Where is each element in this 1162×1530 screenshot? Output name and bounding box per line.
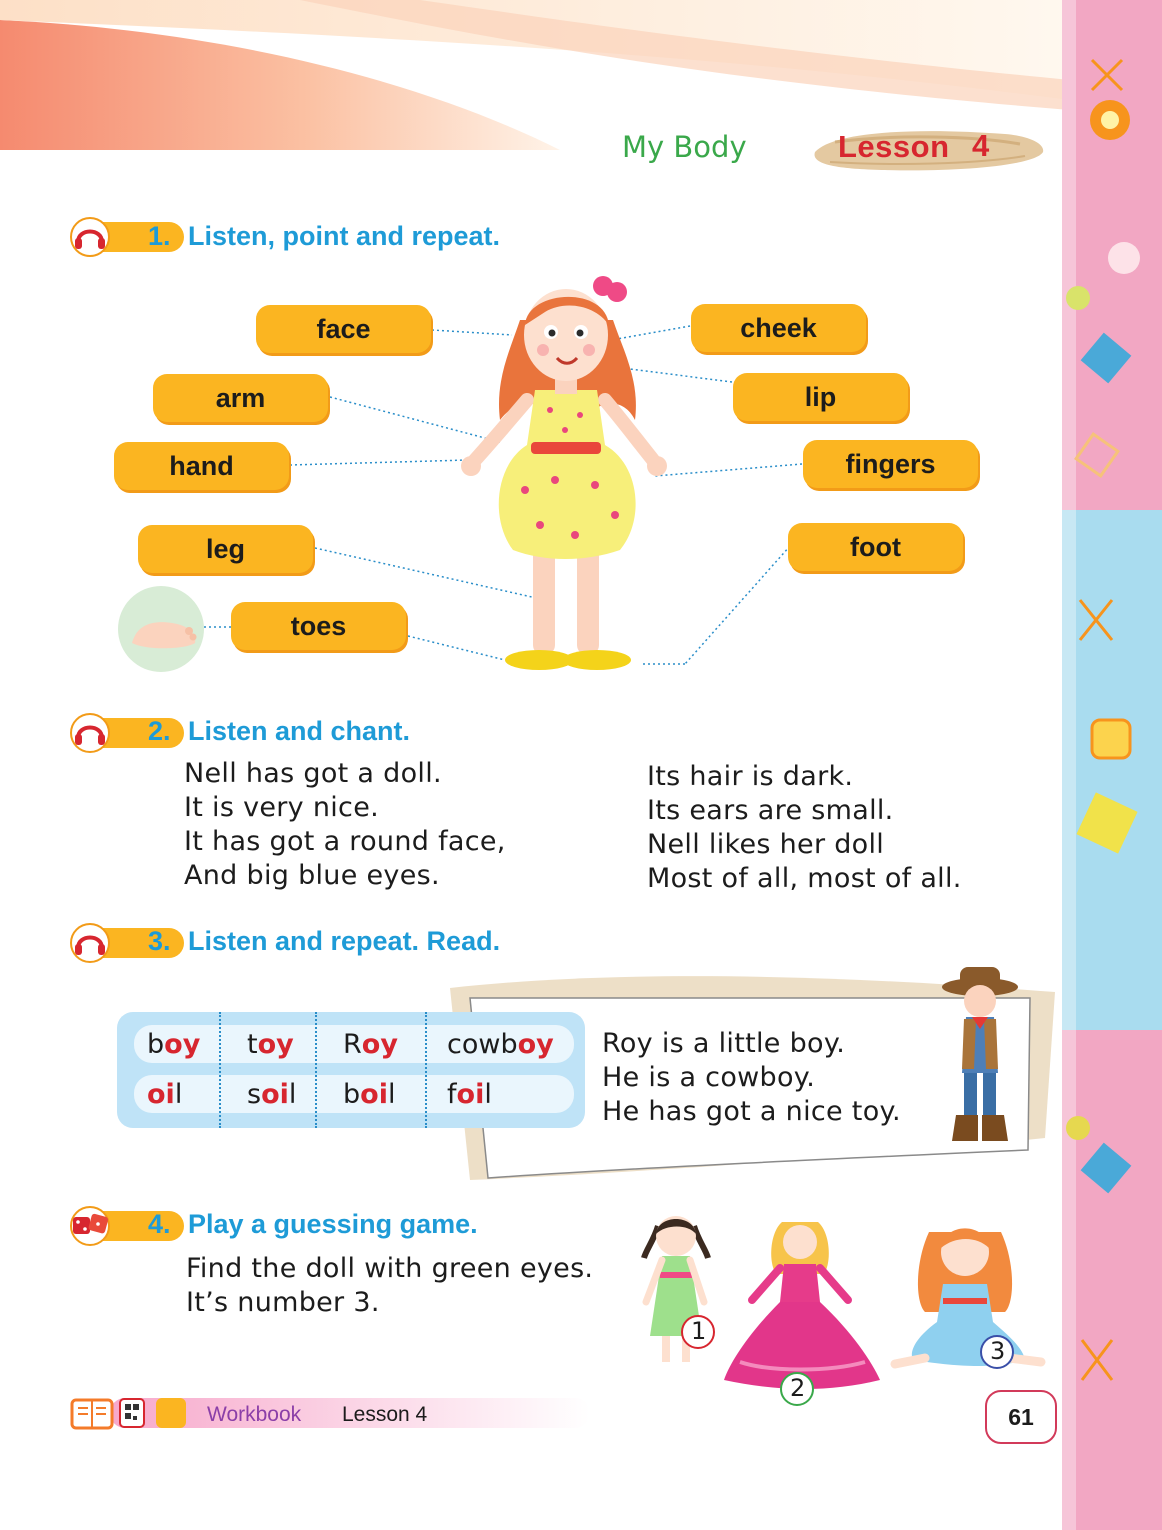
phonics-word: oil <box>147 1079 183 1110</box>
reading-line: He is a cowboy. <box>602 1062 816 1093</box>
chant-line: It is very nice. <box>184 792 379 823</box>
section-1-number: 1. <box>148 221 171 251</box>
game-line: It’s number 3. <box>186 1287 380 1318</box>
page-number: 61 <box>985 1390 1057 1444</box>
label-arm: arm <box>153 374 328 422</box>
phonics-word: boil <box>343 1079 396 1110</box>
chant-line: Most of all, most of all. <box>647 863 962 894</box>
chant-line: Its ears are small. <box>647 795 894 826</box>
girl-body-illustration <box>455 270 675 680</box>
phonics-word: boy <box>147 1029 201 1060</box>
chant-line: Its hair is dark. <box>647 761 854 792</box>
section-4-title: Play a guessing game. <box>188 1209 478 1239</box>
footer-lesson-label: Lesson 4 <box>342 1403 428 1426</box>
table-divider <box>315 1012 317 1128</box>
label-hand: hand <box>114 442 289 490</box>
doll-number-3: 3 <box>990 1337 1006 1365</box>
lesson-number: 4 <box>972 128 990 163</box>
doll-number-2: 2 <box>790 1374 806 1402</box>
phonics-word: soil <box>247 1079 297 1110</box>
chant-line: Nell likes her doll <box>647 829 885 860</box>
lesson-label: Lesson <box>838 129 950 164</box>
phonics-word: toy <box>247 1029 294 1060</box>
decorative-side-strip <box>1062 0 1162 1530</box>
section-2-number: 2. <box>148 716 171 746</box>
chant-line: It has got a round face, <box>184 826 506 857</box>
reading-line: Roy is a little boy. <box>602 1028 846 1059</box>
doll-3-illustration <box>885 1212 1050 1382</box>
section-1-title: Listen, point and repeat. <box>188 221 501 251</box>
label-fingers: fingers <box>803 440 978 488</box>
footer-workbook-label: Workbook <box>207 1403 302 1426</box>
doll-2-illustration <box>720 1212 885 1397</box>
topic-title: My Body <box>622 130 747 164</box>
table-divider <box>219 1012 221 1128</box>
section-3-title: Listen and repeat. Read. <box>188 926 501 956</box>
reading-line: He has got a nice toy. <box>602 1096 901 1127</box>
chant-line: Nell has got a doll. <box>184 758 442 789</box>
game-line: Find the doll with green eyes. <box>186 1253 594 1284</box>
book-icon <box>72 1400 112 1428</box>
doll-number-1: 1 <box>691 1317 707 1345</box>
phonics-word: cowboy <box>447 1029 554 1060</box>
label-foot: foot <box>788 523 963 571</box>
section-3-number: 3. <box>148 926 171 956</box>
phonics-word: Roy <box>343 1029 398 1060</box>
section-2-title: Listen and chant. <box>188 716 411 746</box>
foot-inset-line <box>204 622 234 632</box>
label-toes: toes <box>231 602 406 650</box>
table-divider <box>425 1012 427 1128</box>
label-cheek: cheek <box>691 304 866 352</box>
footer-bar <box>70 1394 590 1432</box>
foot-inset-image <box>117 585 205 673</box>
cowboy-illustration <box>940 965 1020 1145</box>
label-leg: leg <box>138 525 313 573</box>
qr-code-icon <box>120 1399 144 1427</box>
label-lip: lip <box>733 373 908 421</box>
label-face: face <box>256 305 431 353</box>
chant-line: And big blue eyes. <box>184 860 440 891</box>
section-4-number: 4. <box>148 1209 171 1239</box>
phonics-word: foil <box>447 1079 492 1110</box>
